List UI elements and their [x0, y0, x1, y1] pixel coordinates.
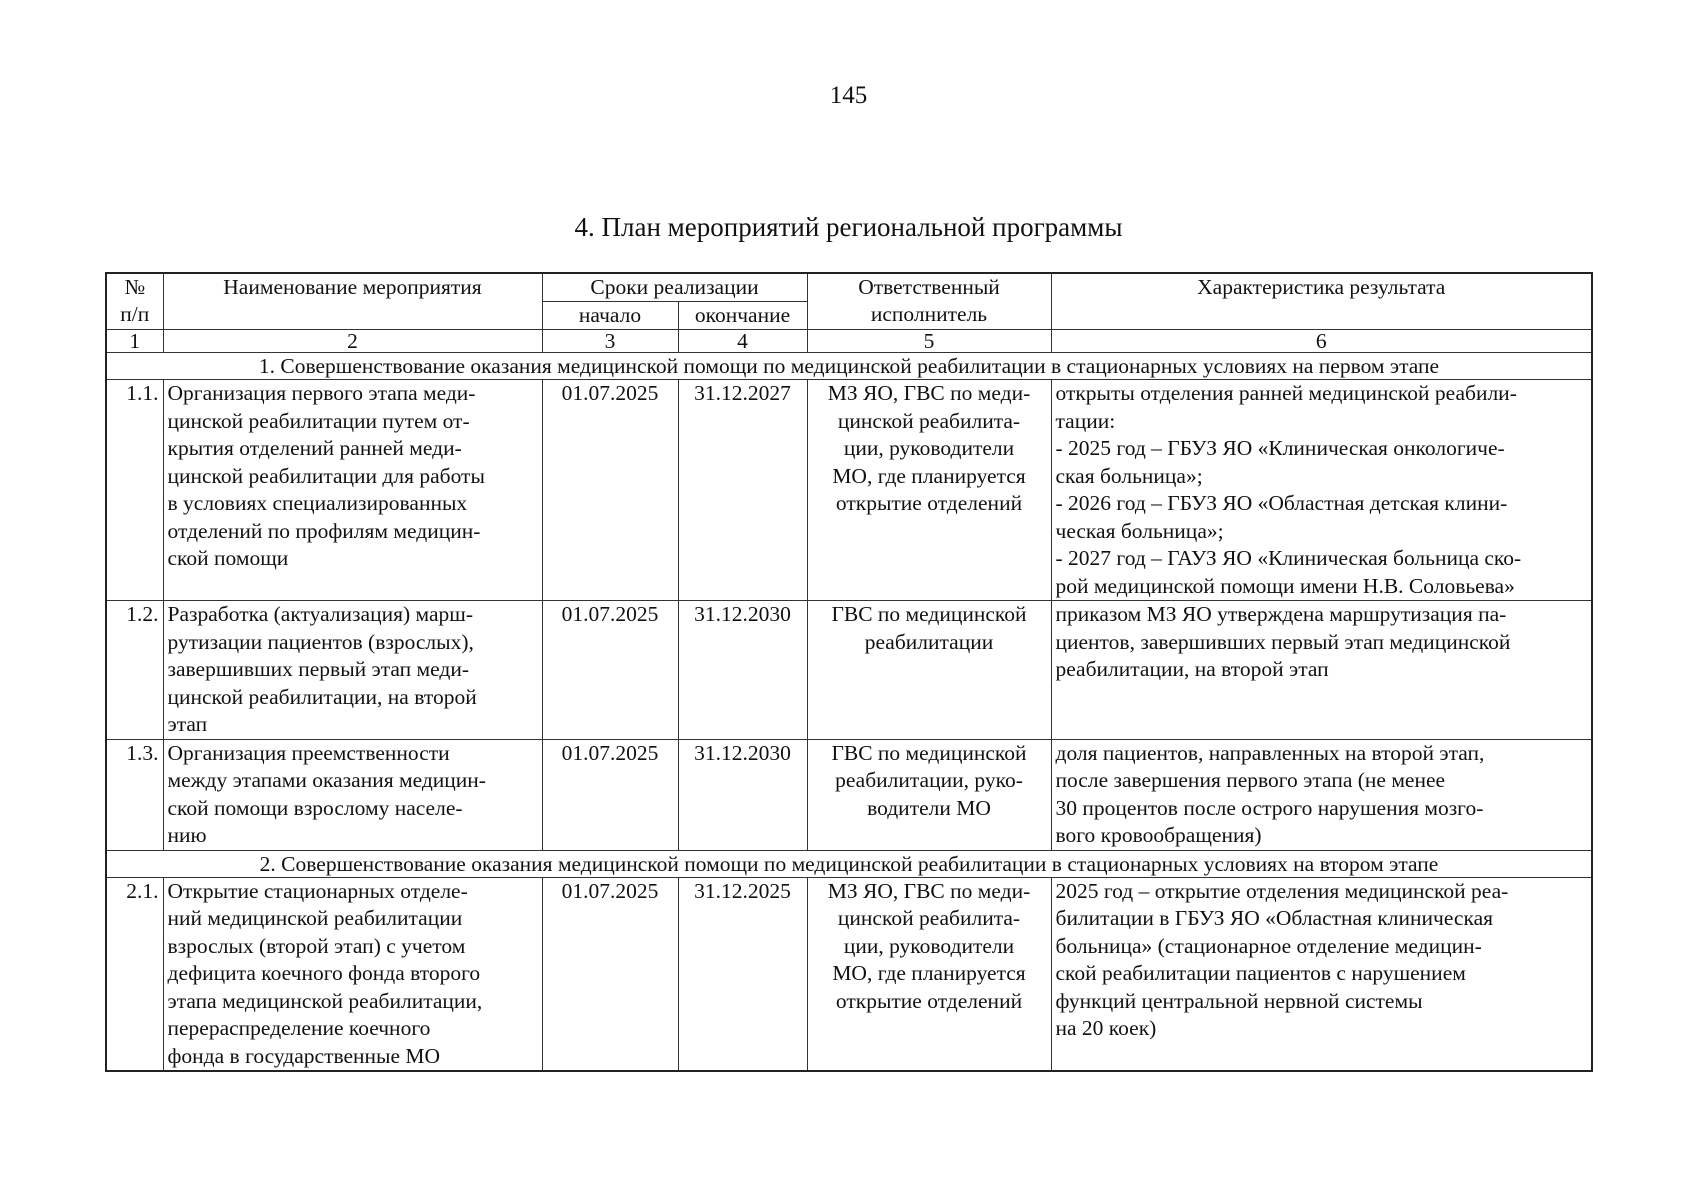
text-line: рой медицинской помощи имени Н.В. Соловьева» — [1055, 573, 1515, 598]
text-line: крытия отделений ранней меди- — [167, 436, 462, 460]
page-title: 4. План мероприятий региональной программы — [574, 212, 1123, 242]
start-date: 01.07.2025 — [542, 380, 678, 601]
text-line: ГВС по медицинской — [831, 602, 1027, 626]
text-line: тации: — [1055, 408, 1116, 433]
end-date: 31.12.2030 — [678, 601, 807, 740]
text-line: реабилитации — [864, 629, 994, 654]
header-num: № п/п — [106, 273, 163, 330]
text-line: на 20 коек) — [1055, 1016, 1157, 1040]
text-line: этап — [167, 712, 208, 736]
text-line: открытие отделений — [835, 491, 1023, 515]
text-line: этапа медицинской реабилитации, — [167, 988, 483, 1013]
responsible-executor — [807, 601, 1051, 740]
text-line: цинской реабилитации для работы — [167, 463, 485, 488]
end-date: 31.12.2030 — [678, 739, 807, 850]
responsible-executor — [807, 877, 1051, 1071]
result-description — [1051, 380, 1592, 601]
text-line: ской помощи — [167, 546, 289, 570]
section-title: 2. Совершенствование оказания медицинской помощи по медицинской реабилитации в стационарных условиях на втором этапе — [106, 850, 1592, 877]
section-row — [106, 353, 1592, 380]
text-line: 2025 год – открытие отделения медицинской реа- — [1055, 878, 1509, 903]
text-line: завершивших первый этап меди- — [167, 657, 470, 681]
column-number: 6 — [1051, 330, 1592, 353]
text-line: цинской реабилитации путем от- — [167, 408, 470, 433]
text-line: - 2025 год – ГБУЗ ЯО «Клиническая онкологиче- — [1055, 436, 1505, 460]
header-end: окончание — [678, 302, 807, 330]
text-line: - 2026 год – ГБУЗ ЯО «Областная детская клини- — [1055, 491, 1508, 515]
text-line: водители МО — [867, 795, 991, 820]
text-line: билитации в ГБУЗ ЯО «Областная клиническая — [1055, 906, 1494, 930]
text-line: приказом МЗ ЯО утверждена маршрутизация па- — [1055, 602, 1507, 626]
text-line: Организация первого этапа меди- — [167, 381, 476, 405]
text-line: перераспределение коечного — [167, 1016, 431, 1040]
table-header — [106, 273, 1592, 330]
column-number: 3 — [542, 330, 678, 353]
text-line: открытие отделений — [835, 988, 1023, 1013]
table-body — [106, 330, 1592, 1072]
text-line: нию — [167, 823, 207, 847]
text-line: взрослых (второй этап) с учетом — [167, 933, 466, 958]
activity-name — [163, 739, 542, 850]
text-line: рутизации пациентов (взрослых), — [167, 629, 474, 654]
table-row — [106, 380, 1592, 601]
result-description — [1051, 601, 1592, 740]
text-line: доля пациентов, направленных на второй этап, — [1055, 740, 1485, 765]
row-number: 1.1. — [106, 380, 163, 601]
page-number: 145 — [829, 82, 868, 109]
text-line: реабилитации, руко- — [835, 768, 1023, 792]
text-line: ции, руководители — [843, 436, 1015, 460]
start-date: 01.07.2025 — [542, 877, 678, 1071]
text-line: циентов, завершивших первый этап медицинской — [1055, 629, 1511, 654]
text-line: между этапами оказания медицин- — [167, 768, 486, 792]
row-number: 1.3. — [106, 739, 163, 850]
text-line: ской реабилитации пациентов с нарушением — [1055, 961, 1466, 985]
plan-table — [105, 272, 1593, 1072]
text-line: больница» (стационарное отделение медицин- — [1055, 933, 1482, 958]
text-line: открыты отделения ранней медицинской реабили- — [1055, 381, 1517, 405]
result-description — [1051, 739, 1592, 850]
header-result: Характеристика результата — [1051, 273, 1592, 330]
row-number: 2.1. — [106, 877, 163, 1071]
row-number: 1.2. — [106, 601, 163, 740]
text-line: цинской реабилита- — [837, 906, 1021, 930]
text-line: МЗ ЯО, ГВС по меди- — [827, 878, 1031, 903]
section-row — [106, 850, 1592, 877]
text-line: цинской реабилита- — [837, 408, 1021, 433]
responsible-executor — [807, 739, 1051, 850]
header-start: начало — [542, 302, 678, 330]
column-number: 5 — [807, 330, 1051, 353]
text-line: реабилитации, на второй этап — [1055, 657, 1329, 681]
column-number: 2 — [163, 330, 542, 353]
start-date: 01.07.2025 — [542, 739, 678, 850]
text-line: ская больница»; — [1055, 463, 1203, 488]
text-line: функций центральной нервной системы — [1055, 988, 1423, 1013]
responsible-executor — [807, 380, 1051, 601]
text-line: ГВС по медицинской — [831, 740, 1027, 765]
text-line: ческая больница»; — [1055, 518, 1224, 543]
end-date: 31.12.2027 — [678, 380, 807, 601]
text-line: ний медицинской реабилитации — [167, 906, 463, 930]
text-line: после завершения первого этапа (не менее — [1055, 768, 1446, 792]
text-line: МО, где планируется — [832, 961, 1026, 985]
text-line: - 2027 год – ГАУЗ ЯО «Клиническая больница ско- — [1055, 546, 1522, 570]
table-row — [106, 601, 1592, 740]
result-description — [1051, 877, 1592, 1071]
table-row — [106, 877, 1592, 1071]
text-line: ской помощи взрослому населе- — [167, 795, 463, 820]
text-line: Разработка (актуализация) марш- — [167, 602, 473, 626]
activity-name — [163, 601, 542, 740]
column-number: 1 — [106, 330, 163, 353]
text-line: МО, где планируется — [832, 463, 1026, 488]
start-date: 01.07.2025 — [542, 601, 678, 740]
text-line: в условиях специализированных — [167, 491, 468, 515]
text-line: ции, руководители — [843, 933, 1015, 958]
column-number: 4 — [678, 330, 807, 353]
header-name: Наименование мероприятия — [163, 273, 542, 330]
text-line: вого кровообращения) — [1055, 823, 1262, 847]
activity-name — [163, 380, 542, 601]
header-responsible: Ответственный исполнитель — [807, 273, 1051, 330]
text-line: отделений по профилям медицин- — [167, 518, 481, 543]
text-line: цинской реабилитации, на второй — [167, 684, 477, 709]
section-title: 1. Совершенствование оказания медицинской помощи по медицинской реабилитации в стационарных условиях на первом этапе — [106, 353, 1592, 380]
text-line: фонда в государственные МО — [167, 1043, 441, 1068]
text-line: МЗ ЯО, ГВС по меди- — [827, 381, 1031, 405]
table-row — [106, 739, 1592, 850]
column-number-row — [106, 330, 1592, 353]
end-date: 31.12.2025 — [678, 877, 807, 1071]
activity-name — [163, 877, 542, 1071]
text-line: 30 процентов после острого нарушения мозго- — [1055, 795, 1484, 820]
text-line: Организация преемственности — [167, 740, 450, 765]
header-terms: Сроки реализации — [542, 273, 807, 302]
text-line: Открытие стационарных отделе- — [167, 878, 468, 903]
text-line: дефицита коечного фонда второго — [167, 961, 481, 985]
